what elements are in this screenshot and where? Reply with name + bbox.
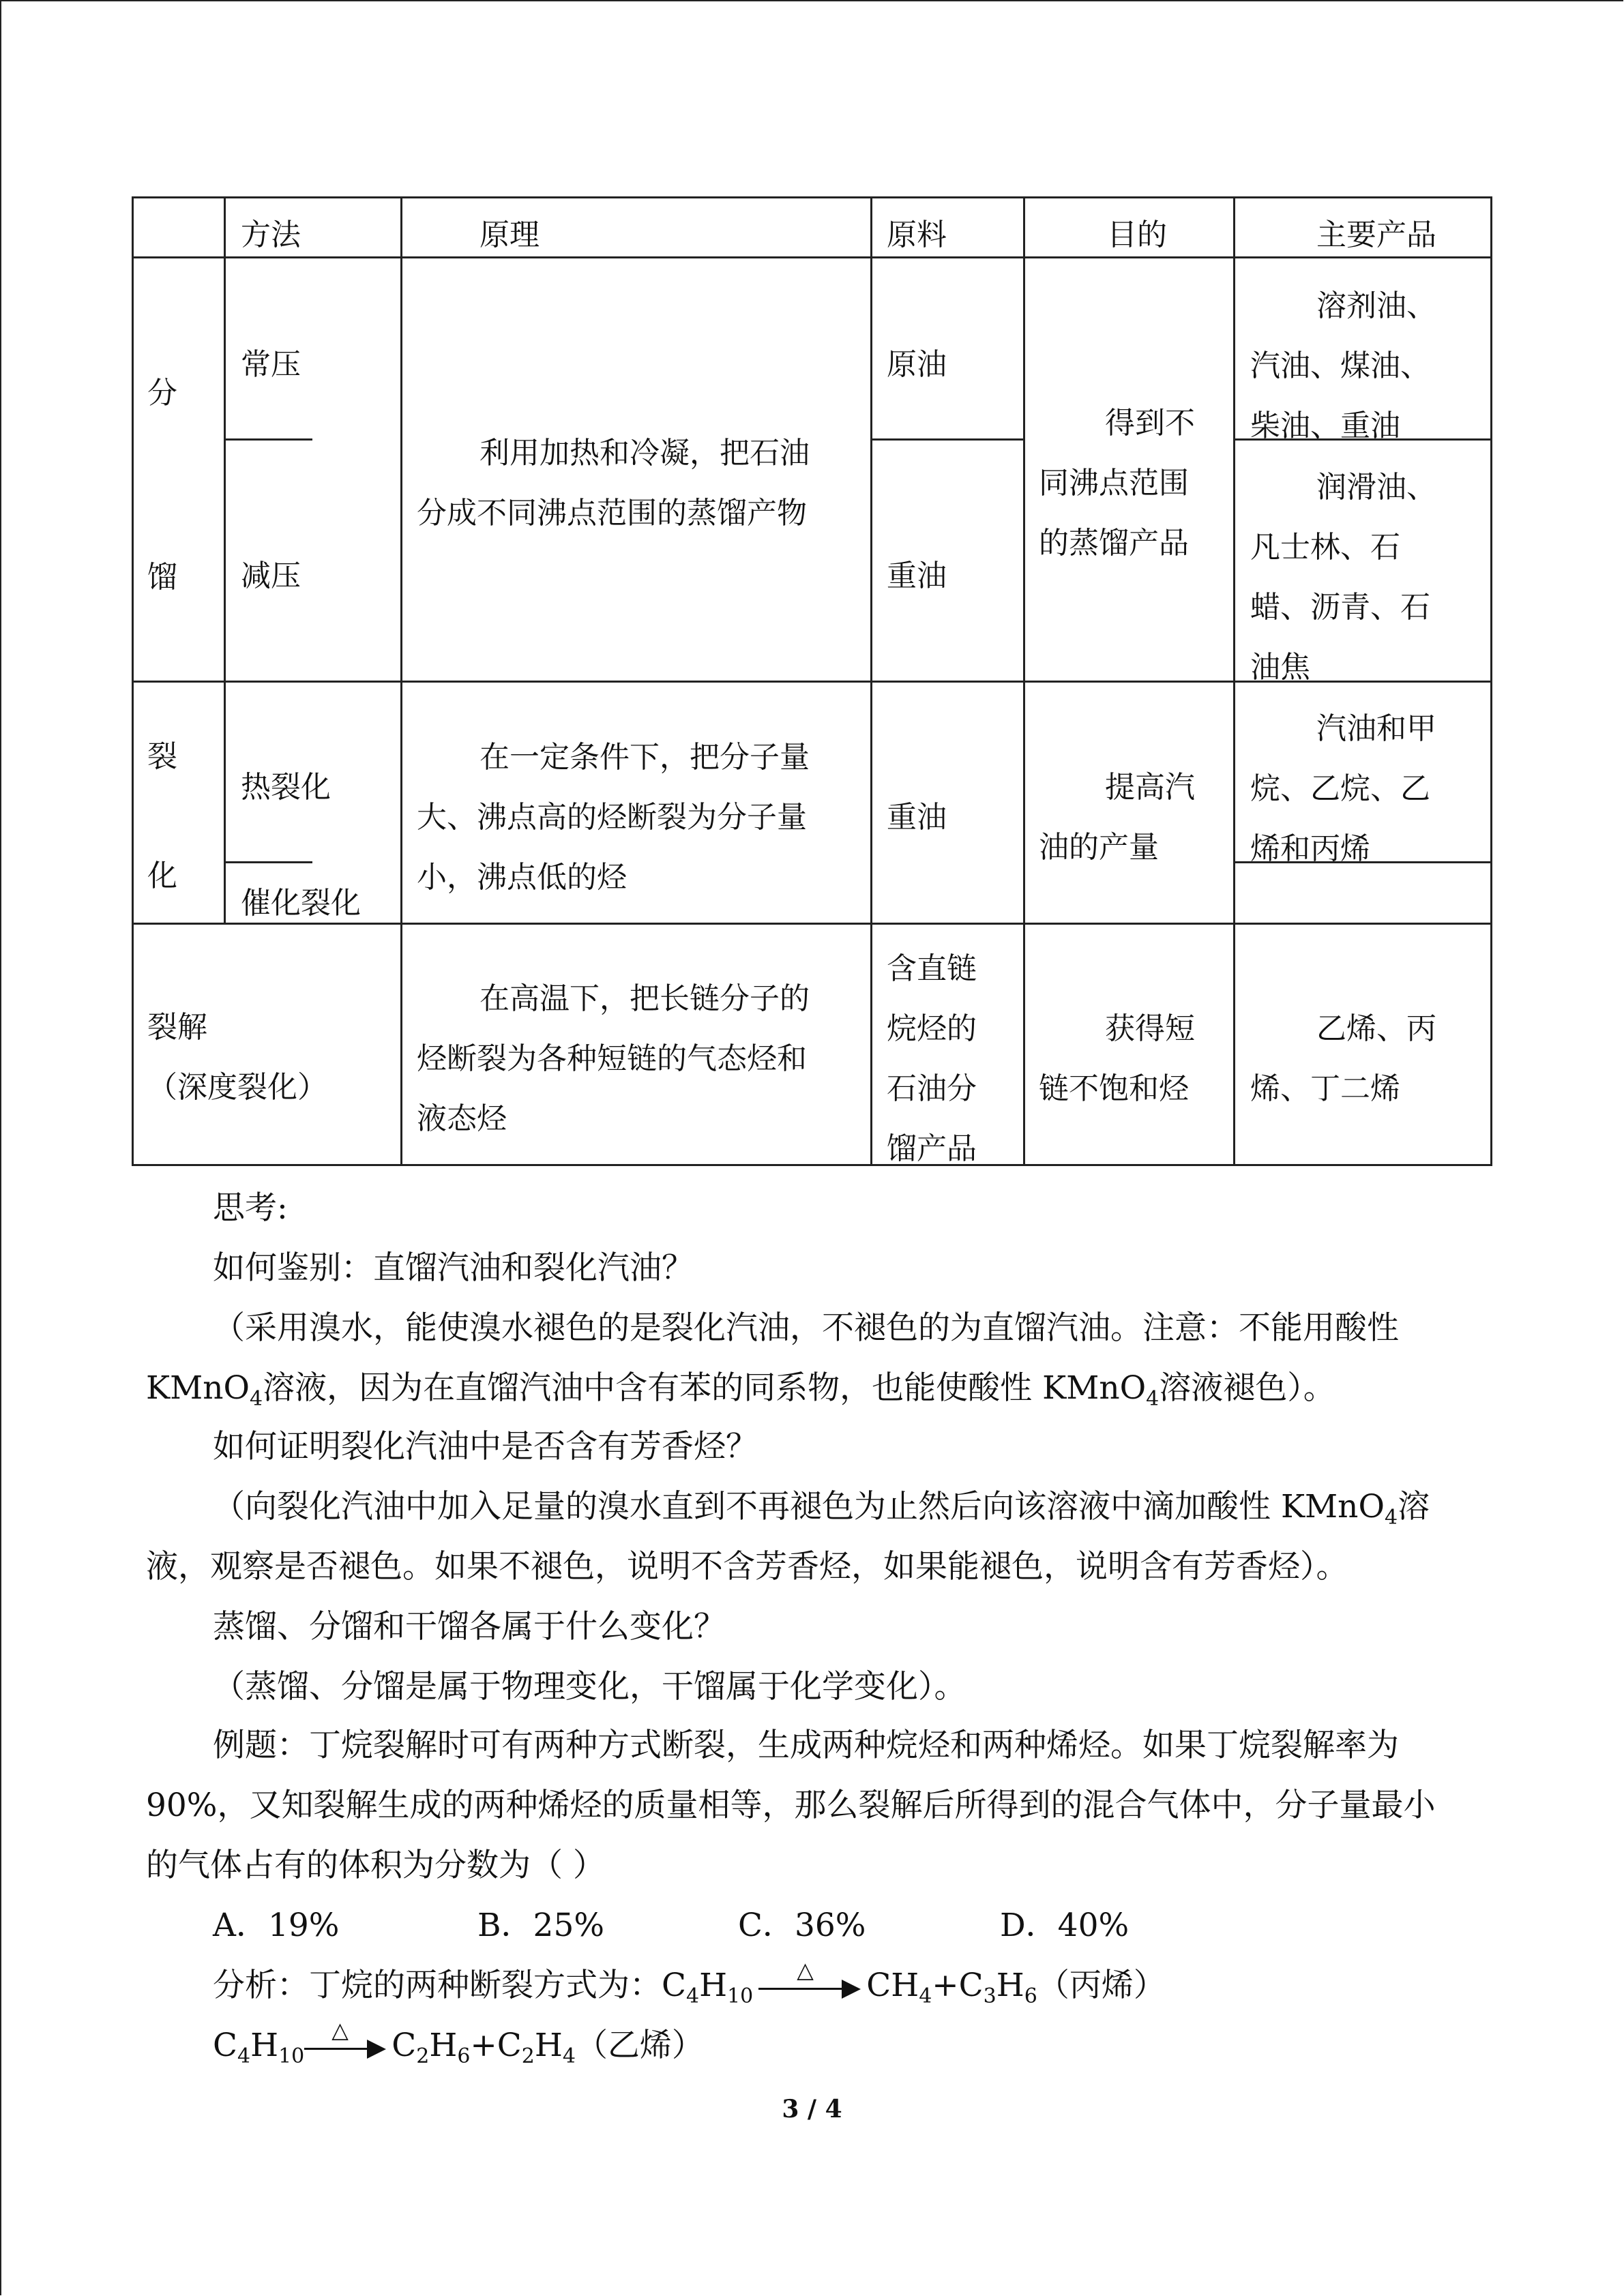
heat-symbol: △ [797,1957,814,1983]
formula-text: +C [470,2027,522,2064]
method-atmospheric: 常压 [241,347,301,382]
option-d: D．40% [1000,1907,1130,1944]
formula-text: C [662,1967,686,2004]
product-line: 烷、乙烷、乙 [1250,771,1430,806]
table-line [132,196,134,1166]
text-run: （向裂化汽油中加入足量的溴水直到不再褪色为止然后向该溶液中滴加酸性 KMnO [213,1488,1385,1525]
text-run: 溶液褪色）。 [1159,1369,1335,1407]
heat-symbol: △ [331,2017,349,2043]
fractionation-purpose-line: 同沸点范围 [1039,466,1189,501]
subscript: 4 [237,2044,251,2068]
fractionation-principle-line: 分成不同沸点范围的蒸馏产物 [417,496,807,531]
method-catalytic-cracking: 催化裂化 [241,886,361,921]
option-b: B．25% [477,1907,605,1944]
table-line [872,438,1024,441]
header-products: 主要产品 [1316,218,1436,252]
answer-1-line-2 [146,1368,1335,1409]
option-c: C．36% [738,1907,866,1944]
example-line-3: 的气体占有的体积为分数为（ ） [146,1847,605,1884]
example-line-1: 例题：丁烷裂解时可有两种方式断裂，生成两种烷烃和两种烯烃。如果丁烷裂解率为 [213,1727,1399,1764]
table-line [132,256,1492,258]
fractionation-principle-line: 利用加热和冷凝，把石油 [479,436,810,471]
formula-text: H [250,2027,279,2064]
pyrolysis-label-note: （深度裂化） [147,1070,327,1105]
product-line: 汽油和甲 [1316,711,1436,746]
formula-note: （乙烯） [575,2027,704,2064]
text-run: KMnO [146,1369,250,1407]
question-3: 蒸馏、分馏和干馏各属于什么变化？ [213,1608,726,1645]
raw-heavy-oil: 重油 [887,558,947,593]
table-line [224,196,226,923]
answer-2-line-2: 液，观察是否褪色。如果不褪色，说明不含芳香烃，如果能褪色，说明含有芳香烃）。 [146,1548,1348,1585]
pyrolysis-principle-line: 烃断裂为各种短链的气态烃和 [417,1041,807,1076]
method-thermal-cracking: 热裂化 [241,770,331,805]
table-line [1023,196,1025,1166]
reaction-arrow [758,1957,861,2001]
formula-text: H [534,2027,563,2064]
product-line: 润滑油、 [1316,470,1436,505]
table-line [224,438,312,441]
subscript: 6 [457,2044,471,2068]
table-line [132,196,1492,198]
subscript: 2 [416,2044,430,2068]
text-run: 溶 [1398,1488,1430,1525]
subscript: 6 [1024,1984,1037,2008]
analysis-equation-1 [213,1957,1166,2008]
cracking-label-bottom: 化 [147,859,177,893]
subscript: 4 [685,1984,700,2008]
think-heading: 思考: [213,1189,288,1227]
raw-heavy-oil: 重油 [887,800,947,835]
table-line [1490,196,1492,1166]
product-line: 凡士林、石 [1250,530,1400,565]
table-line [132,1164,1492,1166]
pyrolysis-raw-line: 烷烃的 [887,1011,977,1046]
pyrolysis-principle-line: 在高温下，把长链分子的 [479,981,810,1016]
fractionation-label-top: 分 [147,376,177,411]
formula-text: H [429,2027,458,2064]
product-line: 蜡、沥青、石 [1250,590,1430,625]
table-line [132,923,1492,925]
cracking-principle-line: 大、沸点高的烃断裂为分子量 [417,800,807,835]
subscript: 4 [562,2044,576,2068]
answer-1-line-1: （采用溴水，能使溴水褪色的是裂化汽油，不褪色的为直馏汽油。注意：不能用酸性 [213,1309,1399,1347]
method-vacuum: 减压 [241,558,301,593]
product-line: 乙烯、丙 [1316,1011,1436,1046]
fractionation-purpose-line: 得到不 [1105,406,1195,441]
arrow-shaft [758,1988,847,1990]
formula-text: C [213,2027,237,2064]
product-line: 烯、丁二烯 [1250,1071,1400,1106]
pyrolysis-label: 裂解 [147,1010,207,1045]
formula-text: +C [932,1967,984,2004]
pyrolysis-raw-line: 馏产品 [887,1131,977,1166]
question-2: 如何证明裂化汽油中是否含有芳香烃？ [213,1428,758,1465]
question-1: 如何鉴别：直馏汽油和裂化汽油？ [213,1249,694,1287]
pyrolysis-principle-line: 液态烃 [417,1101,507,1136]
cracking-principle-line: 在一定条件下，把分子量 [479,740,810,775]
pyrolysis-raw-line: 含直链 [887,951,977,986]
table-line [870,196,872,1166]
analysis-equation-2 [213,2017,704,2068]
header-method: 方法 [241,218,301,252]
petroleum-processing-table [132,196,1492,1166]
subscript: 3 [983,1984,996,2008]
arrow-shaft [304,2048,372,2050]
header-purpose: 目的 [1107,218,1167,252]
table-line [1233,196,1235,1166]
text-run: 溶液，因为在直馏汽油中含有苯的同系物，也能使酸性 KMnO [263,1369,1147,1407]
formula-text: H [699,1967,728,2004]
product-line: 油焦 [1250,650,1310,685]
header-raw-material: 原料 [887,218,947,252]
subscript: 2 [521,2044,535,2068]
arrow-head [842,1980,861,1999]
table-line [224,861,312,863]
subscript: 4 [1384,1506,1398,1530]
pyrolysis-purpose-line: 链不饱和烃 [1039,1071,1189,1106]
cracking-label-top: 裂 [147,739,177,774]
raw-crude-oil: 原油 [887,347,947,382]
pyrolysis-raw-line: 石油分 [887,1071,977,1106]
header-principle: 原理 [479,218,540,252]
reaction-arrow [304,2017,386,2061]
subscript: 4 [1146,1387,1160,1411]
cracking-purpose-line: 提高汽 [1105,770,1195,805]
answer-3: （蒸馏、分馏是属于物理变化，干馏属于化学变化）。 [213,1668,966,1705]
arrow-head [367,2040,386,2059]
subscript: 10 [727,1984,754,2008]
product-line: 汽油、煤油、 [1250,348,1430,383]
fractionation-purpose-line: 的蒸馏产品 [1039,526,1189,561]
example-line-2: 90%，又知裂解生成的两种烯烃的质量相等，那么裂解后所得到的混合气体中，分子量最小 [146,1787,1436,1824]
product-line: 烯和丙烯 [1250,831,1370,866]
pyrolysis-purpose-line: 获得短 [1105,1011,1195,1046]
product-line: 柴油、重油 [1250,408,1400,443]
option-a: A．19% [213,1907,340,1944]
product-line: 溶剂油、 [1316,288,1436,323]
subscript: 4 [919,1984,932,2008]
subscript: 4 [250,1387,263,1411]
page-number: 3 / 4 [782,2095,842,2123]
formula-text: H [996,1967,1024,2004]
subscript: 10 [278,2044,305,2068]
answer-2-line-1 [213,1487,1430,1530]
formula-text: C [392,2027,417,2064]
formula-text: CH [866,1967,919,2004]
table-line [400,196,402,1166]
cracking-principle-line: 小，沸点低的烃 [417,860,627,895]
formula-note: （丙烯） [1037,1967,1166,2004]
fractionation-label-bottom: 馏 [147,560,177,595]
cracking-purpose-line: 油的产量 [1039,830,1159,865]
analysis-label: 分析：丁烷的两种断裂方式为： [213,1967,662,2004]
